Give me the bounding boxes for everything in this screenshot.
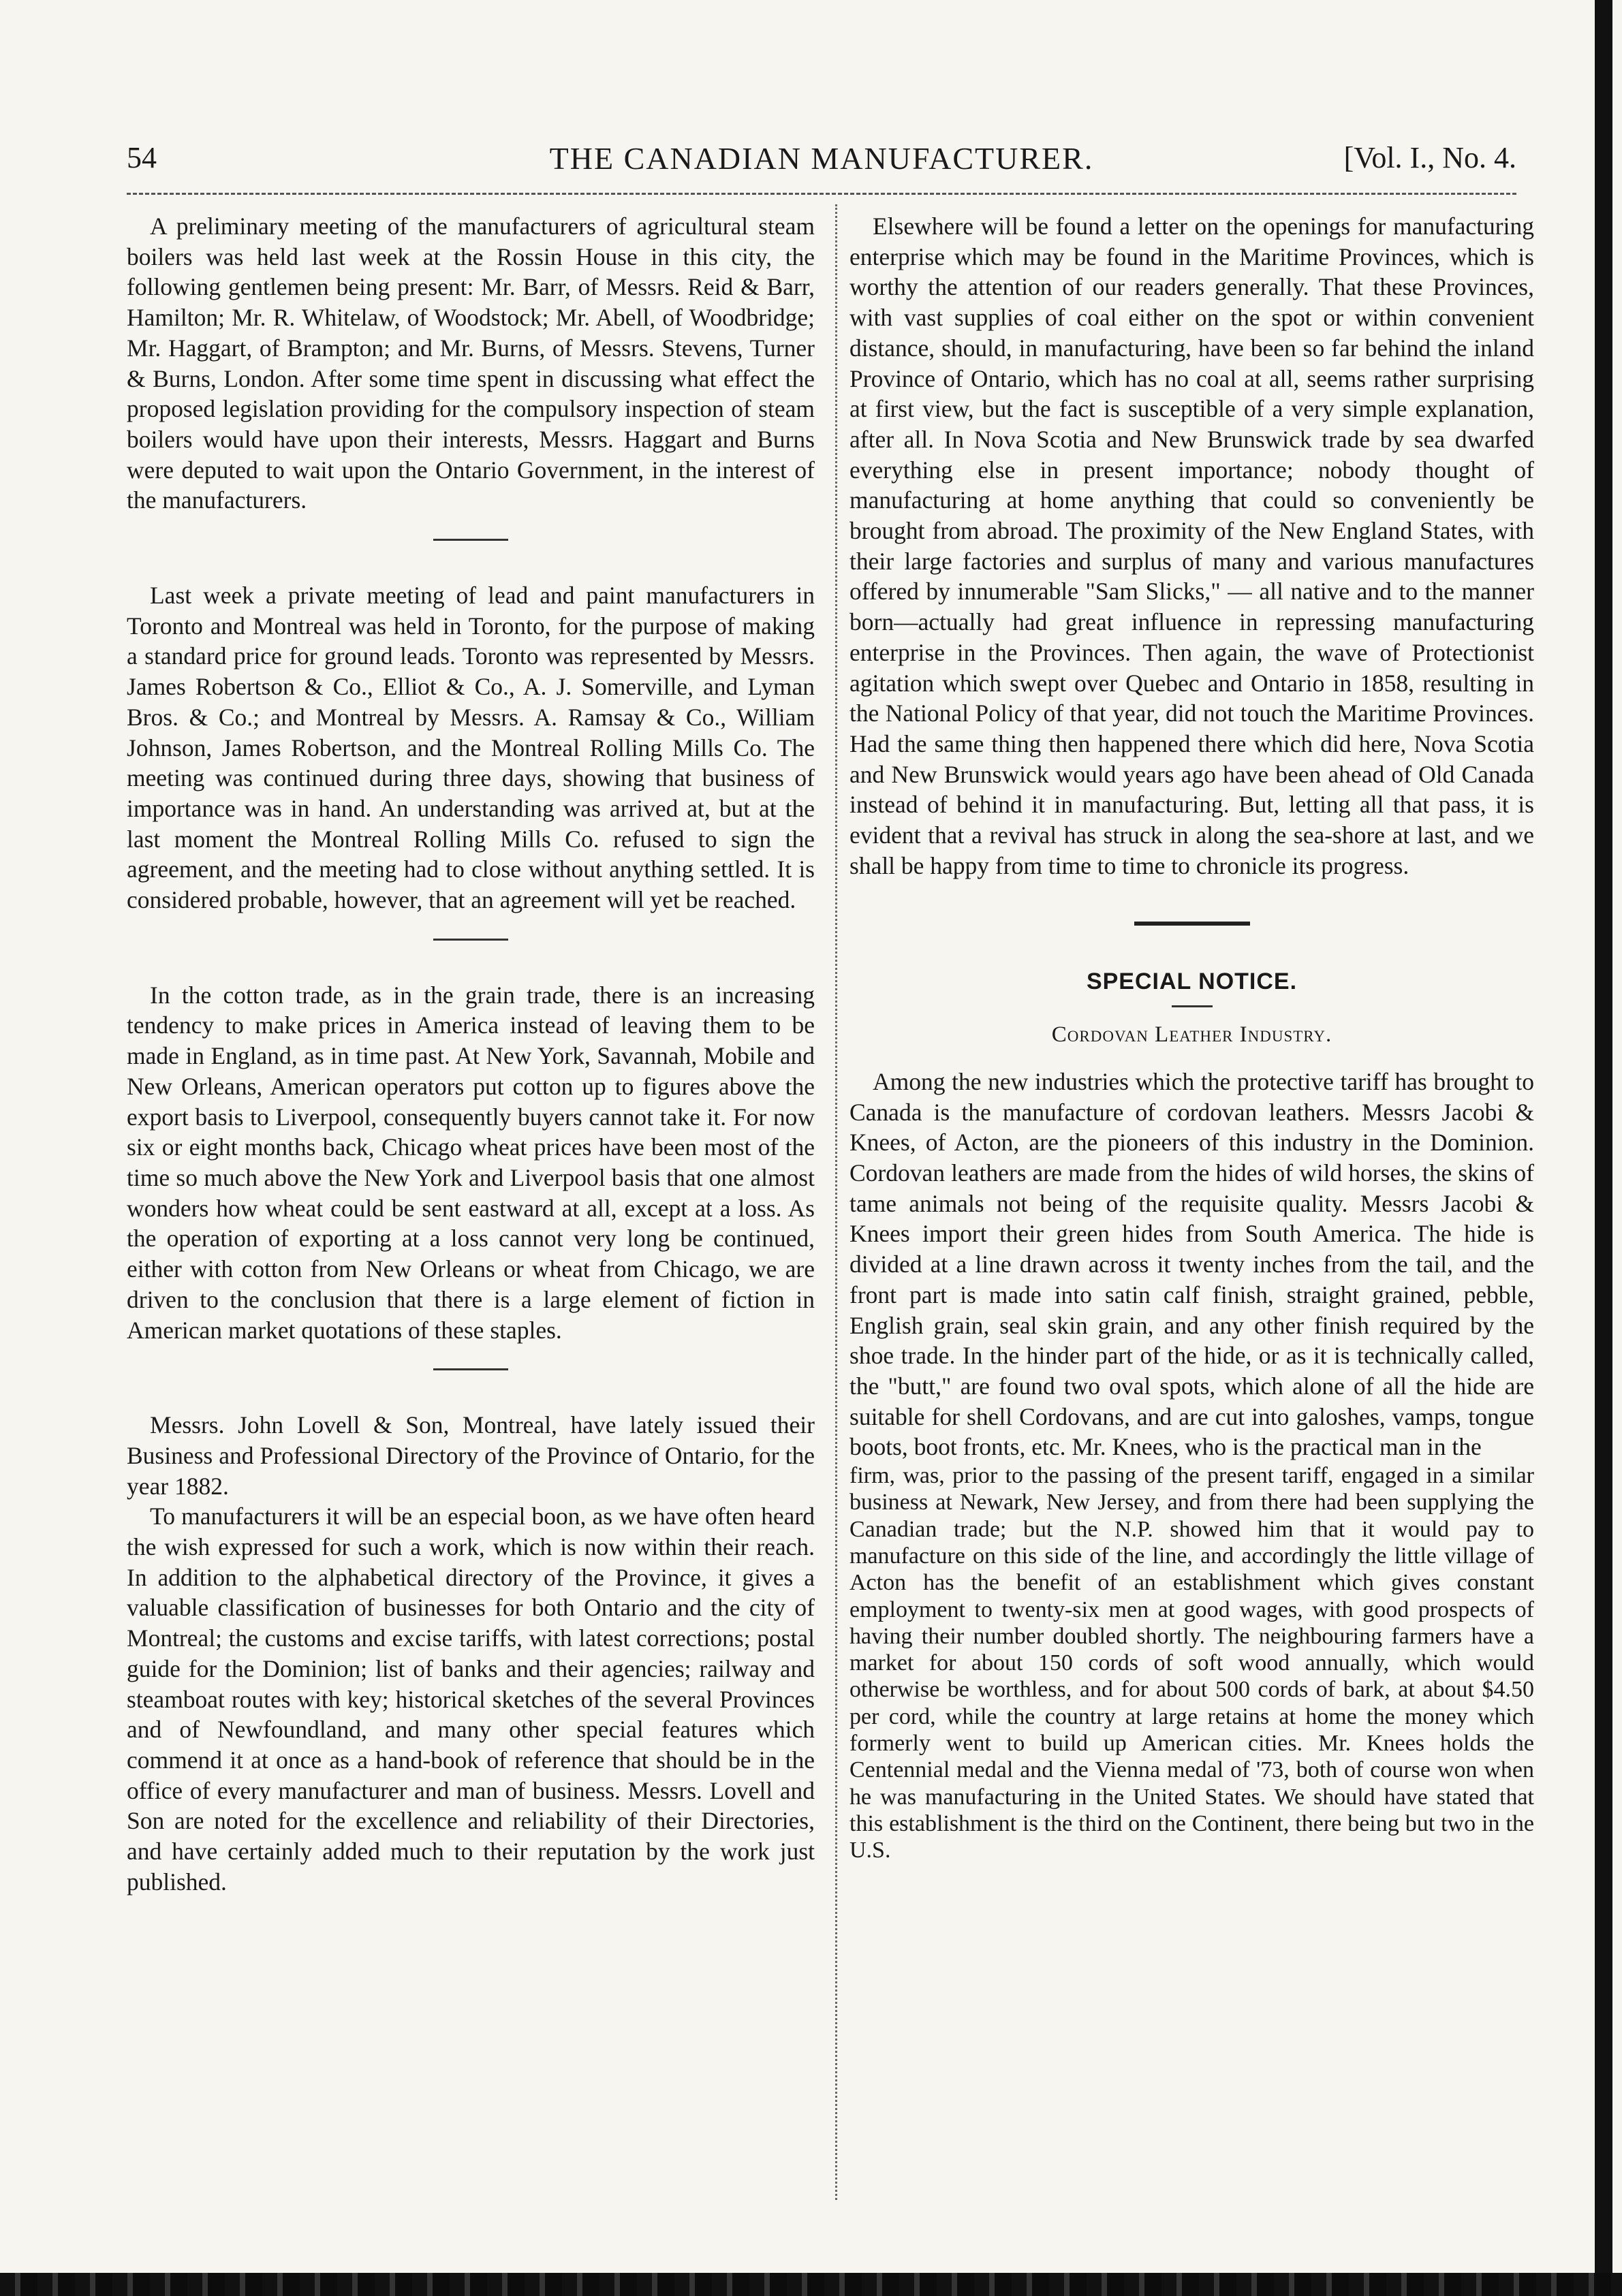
special-notice-subtitle: Cordovan Leather Industry. [1051,1022,1332,1048]
paragraph-boilers: A preliminary meeting of the manufacturers of agricultural steam boilers was held last week at the Rossin House in this city, the following gentlemen being present: Mr. Barr, of Messrs. Reid & Barr, Hamilton; Mr. R. Whitelaw, of Woodstock; Mr. Abell, of Woodbridge; Mr. Haggart, of Brampton; and Mr. Burns, of Messrs. Stevens, Turner & Burns, London. After some time spent in discussing what effect the proposed legislation providing for the compulsory inspection of steam boilers would have upon their interests, Messrs. Haggart and Burns were deputed to wait upon the Ontario Government, in the interest of the manufacturers. [127,213,815,514]
section-separator [433,939,508,941]
page-number: 54 [127,141,157,174]
notice-rule [1172,1005,1213,1007]
volume-number: [Vol. I., No. 4. [1343,141,1516,174]
scan-edge-right [1595,0,1612,2296]
column-divider [835,204,837,2200]
paragraph-lovell-directory: Messrs. John Lovell & Son, Montreal, have lately issued their Business and Professional Directory of the Province of Ontario, for the year 1882. [127,1411,815,1500]
right-column [849,211,1534,1863]
paragraph-directory-review: To manufacturers it will be an especial boon, as we have often heard the wish expressed for such a work, which is now within their reach. In addition to the alphabetical directory of the Province, it gives a valuable classification of businesses for both Ontario and the city of Montreal; the customs and excise tariffs, with latest corrections; postal guide for the Dominion; list of banks and their agencies; railway and steamboat routes with key; historical sketches of the several Provinces and of Newfoundland, and many other special features which commend it at once as a hand-book of reference that should be in the office of every manufacturer and man of business. Messrs. Lovell and Son are noted for the excellence and reliability of their Directories, and have certainly added much to their reputation by the work just published. [127,1503,815,1896]
page-header [127,140,1516,188]
section-separator [1134,922,1250,926]
scan-edge-bottom [0,2273,1622,2296]
special-notice-title: SPECIAL NOTICE. [1086,969,1298,995]
paragraph-maritime: Elsewhere will be found a letter on the openings for manufacturing enterprise which may be found in the Maritime Provinces, which is worthy the attention of our readers generally. That these Provinces, with vast supplies of coal either on the spot or within convenient distance, should, in manufacturing, have been so far behind the inland Province of Ontario, which has no coal at all, seems rather surprising at first view, but the fact is susceptible of a very simple explanation, after all. In Nova Scotia and New Brunswick trade by sea dwarfed everything else in present importance; nobody thought of manufacturing at home anything that could so conveniently be brought from abroad. The proximity of the New England States, with their large factories and surplus of many and various manufactures offered by innumerable "Sam Slicks," — all native and to the manner born—actually had great influence in repressing manufacturing enterprise in the Provinces. Then again, the wave of Protectionist agitation which swept over Quebec and Ontario in 1858, resulting in the National Policy of that year, did not touch the Maritime Provinces. Had the same thing then happened there which did here, Nova Scotia and New Brunswick would years ago have been ahead of Old Canada instead of behind it in manufacturing. But, letting all that pass, it is evident that a revival has struck in along the sea-shore at last, and we shall be happy from time to time to chronicle its progress. [849,213,1534,879]
paragraph-cotton-trade: In the cotton trade, as in the grain trade, there is an increasing tendency to make prices in America instead of leaving them to be made in England, as in time past. At New York, Savannah, Mobile and New Orleans, American operators put cotton up to figures above the export basis to Liverpool, consequently buyers cannot take it. For now six or eight months back, Chicago wheat prices have been most of the time so much above the New York and Liverpool basis that one almost wonders how wheat could be sent eastward at all, except at a loss. As the operation of exporting at a loss cannot very long be continued, either with cotton from New Orleans or wheat from Chicago, we are driven to the conclusion that there is a large element of fiction in American market quotations of these staples. [127,981,815,1344]
paragraph-cordovan: Among the new industries which the protective tariff has brought to Canada is the manufacture of cordovan leathers. Messrs Jacobi & Knees, of Acton, are the pioneers of this industry in the Dominion. Cordovan leathers are made from the hides of wild horses, the skins of tame animals not being of the requisite quality. Messrs Jacobi & Knees import their green hides from South America. The hide is divided at a line drawn across it twenty inches from the tail, and the front part is made into satin calf finish, straight grained, pebble, English grain, seal skin grain, and any other finish required by the shoe trade. In the hinder part of the hide, or as it is technically called, the "butt," are found two oval spots, which alone of all the hide are suitable for shell Cordovans, and are cut into galoshes, vamps, tongue boots, boot fronts, etc. Mr. Knees, who is the practical man in the [849,1067,1534,1461]
section-separator [433,1368,508,1370]
left-column [127,211,815,1897]
running-title: THE CANADIAN MANUFACTURER. [549,141,1094,176]
paragraph-cordovan-continued: firm, was, prior to the passing of the present tariff, engaged in a similar business at Newark, New Jersey, and from there had been supplying the Canadian trade; but the N.P. showed him that it would pay to manufacture on this side of the line, and accordingly the little village of Acton has the benefit of an establishment which gives constant employment to twenty-six men at good wages, with good prospects of having their number doubled shortly. The neighbouring farmers have a market for about 150 cords of soft wood annually, which would otherwise be worthless, and for about 500 cords of bark, at about $4.50 per cord, while the country at large retains at home the money which formerly went to build up American cities. Mr. Knees holds the Centennial medal and the Vienna medal of '73, both of course won when he was manufacturing in the United States. We should have stated that this establishment is the third on the Continent, there being but two in the U.S. [849,1463,1534,1863]
header-rule [127,193,1516,195]
section-separator [433,539,508,541]
paragraph-lead-paint: Last week a private meeting of lead and paint manufacturers in Toronto and Montreal was held in Toronto, for the purpose of making a standard price for ground leads. Toronto was represented by Messrs. James Robertson & Co., Elliot & Co., A. J. Somerville, and Lyman Bros. & Co.; and Montreal by Messrs. A. Ramsay & Co., William Johnson, James Robertson, and the Montreal Rolling Mills Co. The meeting was continued during three days, showing that business of importance was in hand. An understanding was arrived at, but at the last moment the Montreal Rolling Mills Co. refused to sign the agreement, and the meeting had to close without anything settled. It is considered probable, however, that an agreement will yet be reached. [127,582,815,914]
